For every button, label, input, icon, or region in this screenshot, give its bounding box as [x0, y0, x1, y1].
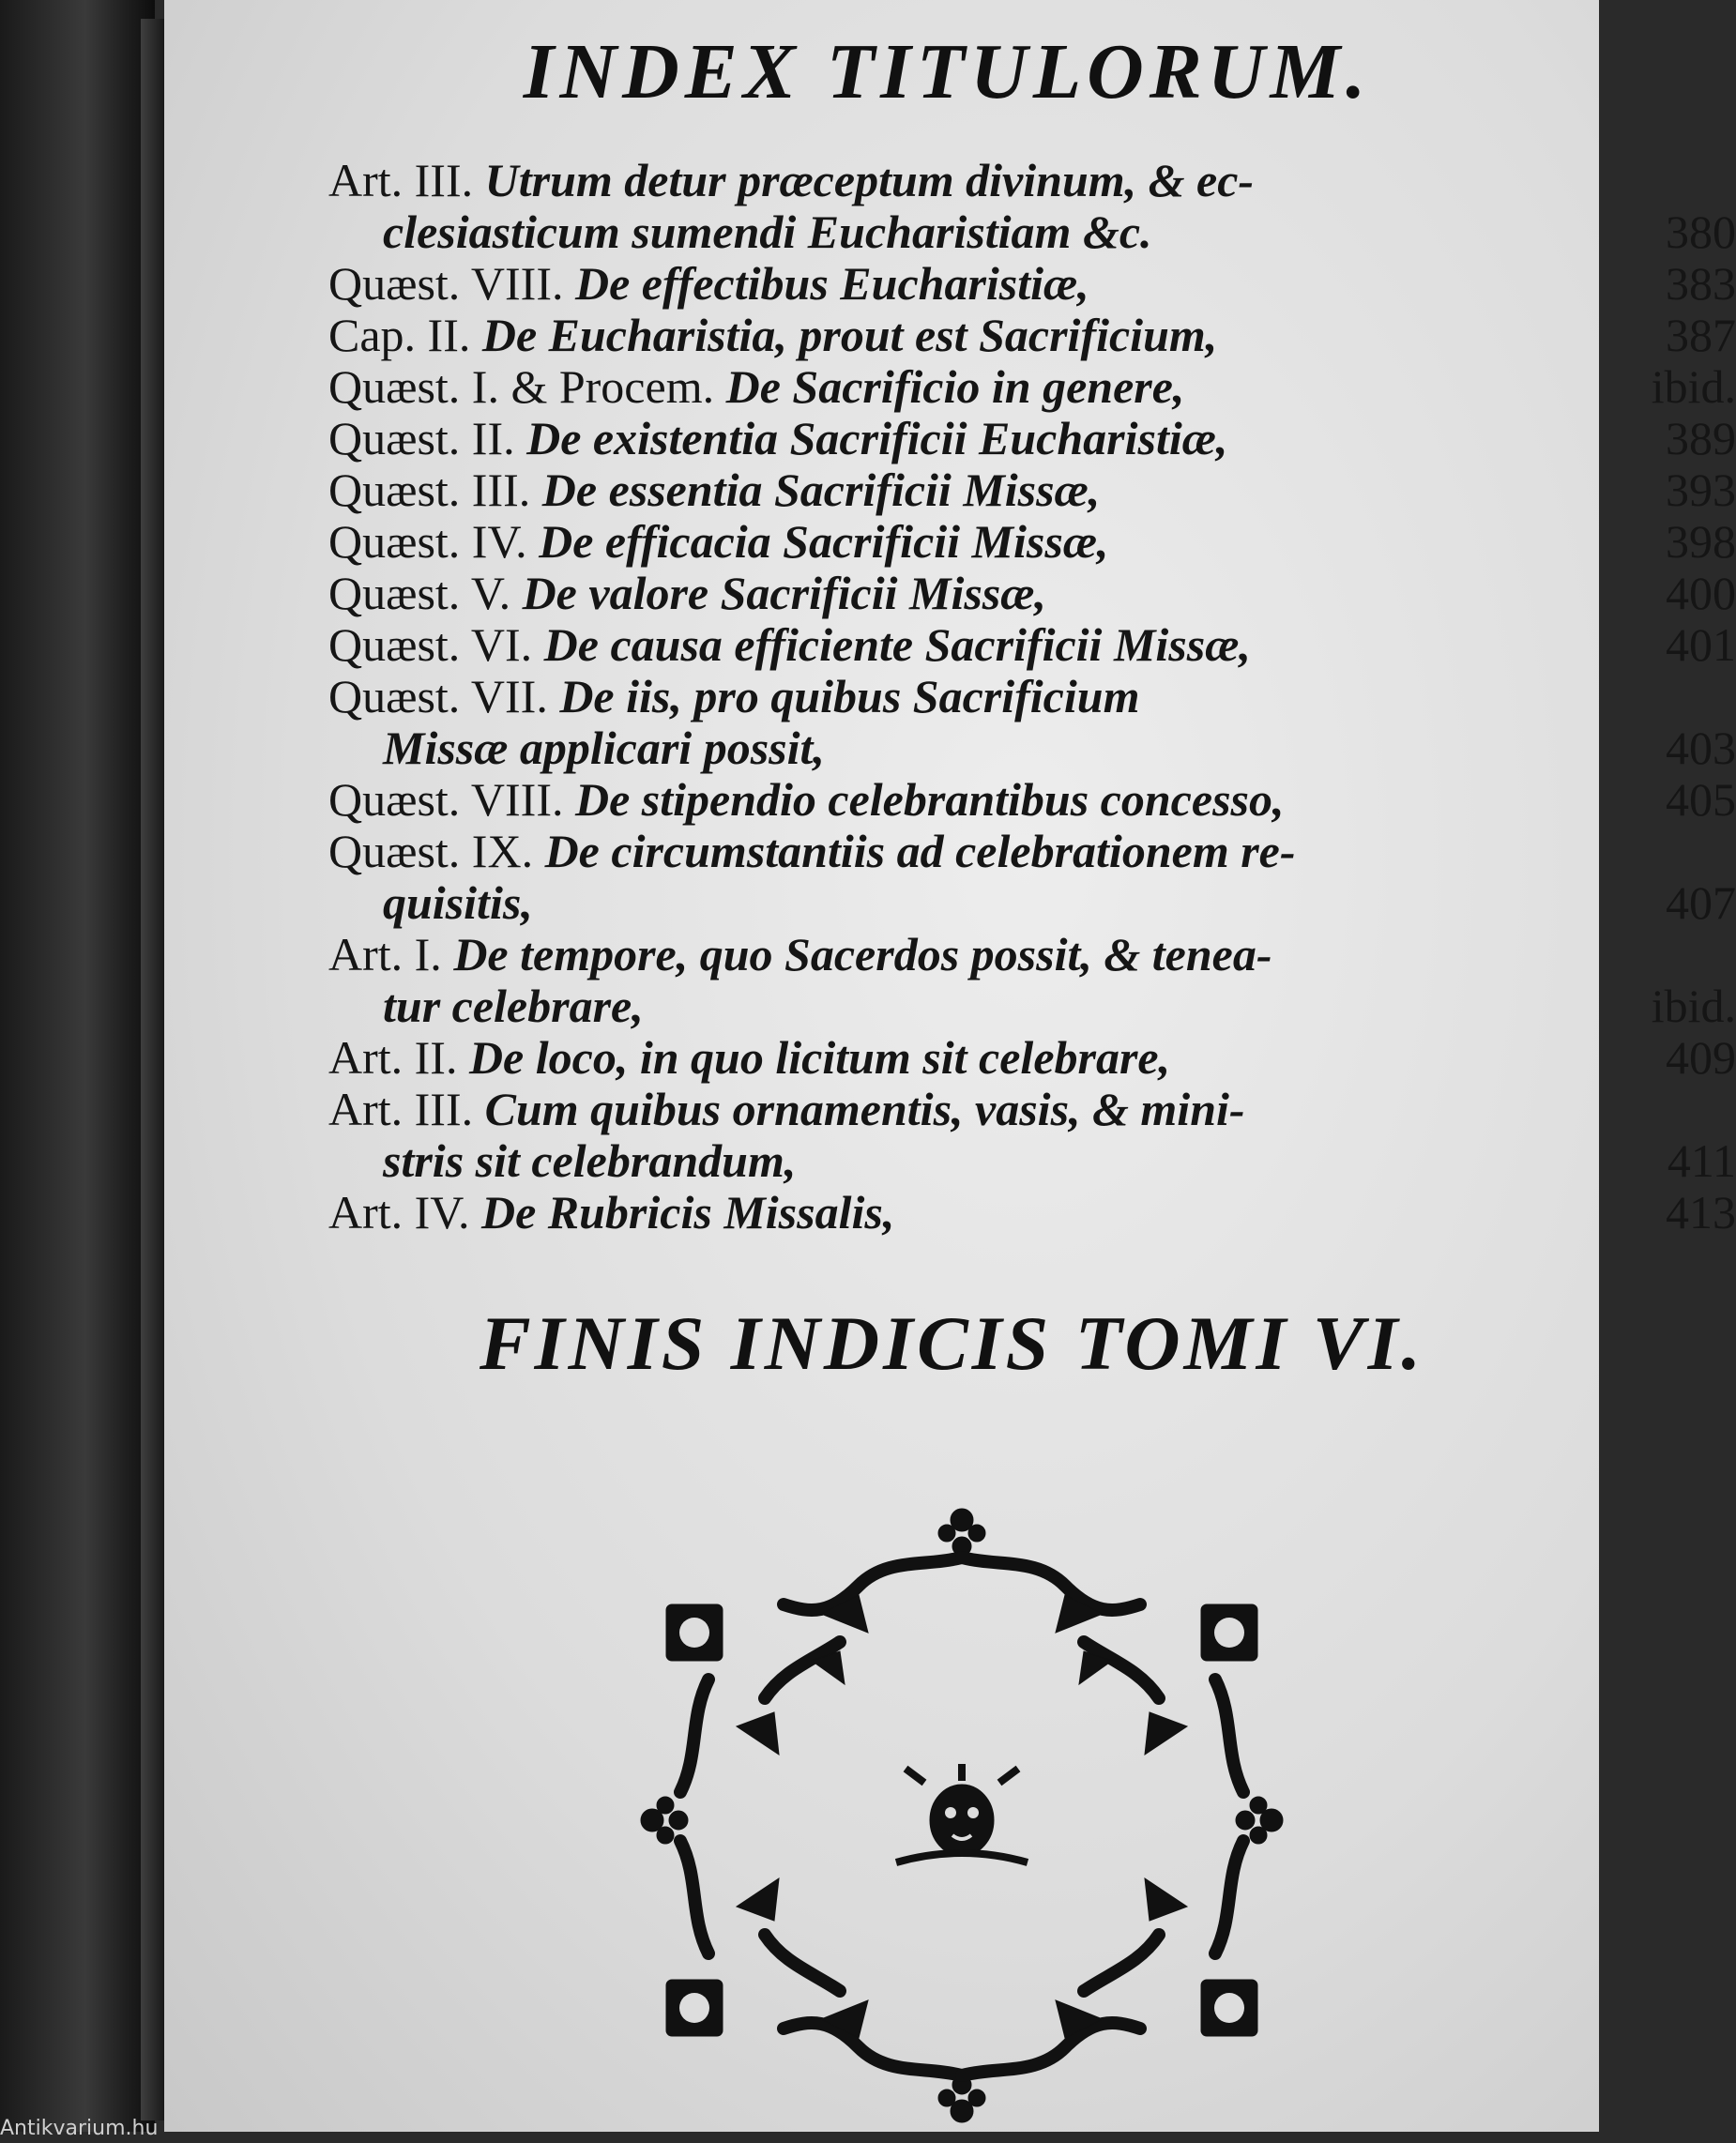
- entry-label: Quæst. VII.: [328, 670, 548, 722]
- watermark: Antikvarium.hu: [0, 2117, 159, 2140]
- index-entry: [328, 258, 1736, 310]
- spine-edge: [141, 19, 167, 2120]
- index-entry-continuation: [328, 877, 1736, 929]
- finis-heading: FINIS INDICIS TOMI VI.: [479, 1300, 1425, 1386]
- entry-title: tur celebrare,: [383, 980, 644, 1032]
- index-entry: [328, 826, 1736, 877]
- entry-label: Quæst. II.: [328, 412, 515, 464]
- index-entry: [328, 568, 1736, 619]
- index-entry: [328, 1032, 1736, 1084]
- index-entry: [328, 1084, 1736, 1135]
- entry-label: Quæst. VIII.: [328, 773, 564, 826]
- entry-title: quisitis,: [383, 876, 533, 929]
- entry-label: Art. III.: [328, 154, 474, 206]
- entry-label: Art. I.: [328, 928, 442, 980]
- entry-page: 407: [1666, 876, 1736, 929]
- entry-label: Quæst. IX.: [328, 825, 534, 877]
- entry-title: De effectibus Eucharistiæ,: [574, 257, 1089, 310]
- entry-title: De Sacrificio in genere,: [725, 360, 1185, 413]
- entry-title: Cum quibus ornamentis, vasis, & mini-: [484, 1083, 1245, 1135]
- entry-title: De efficacia Sacrificii Missæ,: [539, 515, 1109, 568]
- entry-title: De stipendio celebrantibus concesso,: [574, 773, 1285, 826]
- entry-label: Quæst. V.: [328, 567, 511, 619]
- entry-title: De circumstantiis ad celebrationem re-: [544, 825, 1296, 877]
- entry-title: De iis, pro quibus Sacrificium: [559, 670, 1140, 722]
- index-entry: [328, 516, 1736, 568]
- entry-label: Quæst. VIII.: [328, 257, 564, 310]
- entry-title: Missæ applicari possit,: [383, 722, 825, 774]
- entry-page: 411: [1667, 1134, 1736, 1187]
- entry-label: Quæst. VI.: [328, 618, 533, 671]
- entry-page: 401: [1666, 618, 1736, 671]
- index-entry: [328, 1187, 1736, 1239]
- book-page: [164, 0, 1736, 2132]
- index-entry: [328, 155, 1736, 206]
- index-entry: [328, 413, 1736, 464]
- index-entry: [328, 774, 1736, 826]
- index-entry: [328, 929, 1736, 980]
- entry-label: Cap. II.: [328, 309, 471, 361]
- entry-page: 389: [1666, 412, 1736, 464]
- entry-title: Utrum detur præceptum divinum, & ec-: [484, 154, 1255, 206]
- book-spine: [0, 0, 155, 2132]
- entry-page: 383: [1666, 257, 1736, 310]
- entry-page: 393: [1666, 464, 1736, 516]
- index-entry-continuation: [328, 1135, 1736, 1187]
- entry-title: De Rubricis Missalis,: [480, 1186, 895, 1239]
- index-entry: [328, 464, 1736, 516]
- index-entry: [328, 310, 1736, 361]
- entry-title: De causa efficiente Sacrificii Missæ,: [543, 618, 1251, 671]
- entry-page: 380: [1666, 205, 1736, 258]
- entry-title: De loco, in quo licitum sit celebrare,: [468, 1031, 1171, 1084]
- entry-title: De tempore, quo Sacerdos possit, & tenea-: [453, 928, 1272, 980]
- entry-page: ibid.: [1651, 980, 1736, 1032]
- index-entry: [328, 671, 1736, 722]
- entry-label: Art. II.: [328, 1031, 458, 1084]
- entry-title: De existentia Sacrificii Eucharistiæ,: [526, 412, 1228, 464]
- entry-title: De Eucharistia, prout est Sacrificium,: [481, 309, 1218, 361]
- entry-page: 400: [1666, 567, 1736, 619]
- printer-ornament-icon: [624, 1501, 1300, 2132]
- entry-page: 398: [1666, 515, 1736, 568]
- entry-title: De essentia Sacrificii Missæ,: [541, 464, 1101, 516]
- entry-page: 405: [1666, 773, 1736, 826]
- index-entry: [328, 361, 1736, 413]
- entry-label: Quæst. III.: [328, 464, 531, 516]
- entry-label: Art. III.: [328, 1083, 474, 1135]
- index-entry-continuation: [328, 980, 1736, 1032]
- page-title: INDEX TITULORUM.: [523, 28, 1372, 115]
- index-entry-continuation: [328, 206, 1736, 258]
- index-entry-continuation: [328, 722, 1736, 774]
- index-list: [328, 155, 1736, 1239]
- entry-title: De valore Sacrificii Missæ,: [522, 567, 1046, 619]
- entry-page: 387: [1666, 309, 1736, 361]
- entry-page: ibid.: [1651, 360, 1736, 413]
- entry-page: 409: [1666, 1031, 1736, 1084]
- entry-label: Art. IV.: [328, 1186, 470, 1239]
- entry-label: Quæst. IV.: [328, 515, 527, 568]
- entry-page: 403: [1666, 722, 1736, 774]
- entry-page: 413: [1666, 1186, 1736, 1239]
- entry-title: stris sit celebrandum,: [383, 1134, 797, 1187]
- entry-title: clesiasticum sumendi Eucharistiam &c.: [383, 205, 1152, 258]
- entry-label: Quæst. I. & Procem.: [328, 360, 715, 413]
- index-entry: [328, 619, 1736, 671]
